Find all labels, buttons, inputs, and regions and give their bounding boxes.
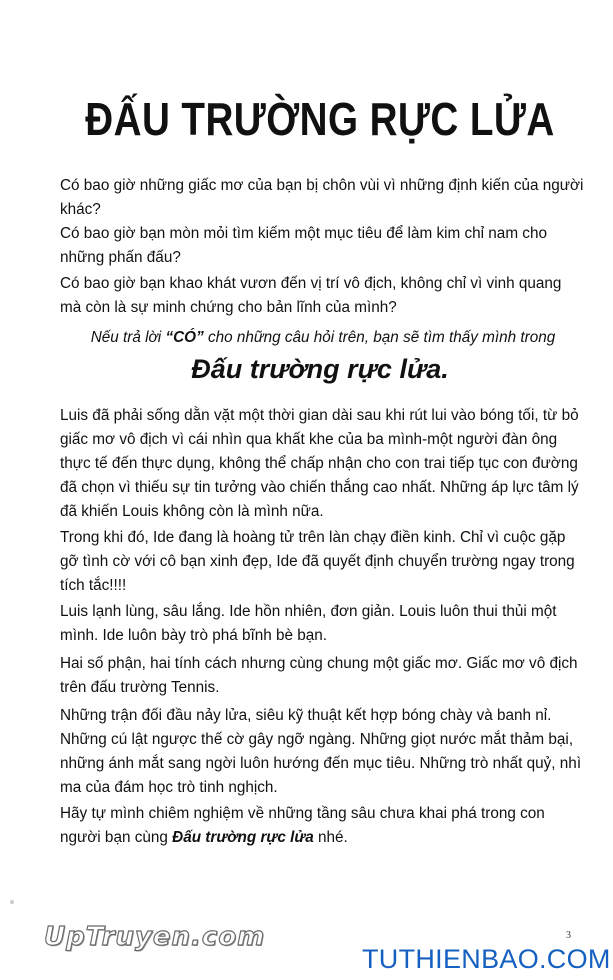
closing-emphasis: Đấu trường rực lửa — [172, 829, 314, 846]
question-2: Có bao giờ bạn mòn mỏi tìm kiếm một mục tiêu để làm kim chỉ nam cho những phấn đấu? — [60, 225, 547, 266]
page-title: ĐẤU TRƯỜNG RỰC LỬA — [85, 93, 555, 145]
question-3: Có bao giờ bạn khao khát vươn đến vị trí vô địch, không chỉ vì vinh quang mà còn là sự minh chứng cho bản lĩnh của mình? — [60, 275, 562, 316]
scan-dot — [10, 900, 14, 904]
closing-before: Hãy tự mình chiêm nghiệm về những tầng sâu chưa khai phá trong con người bạn cùng — [60, 805, 545, 846]
closing-paragraph — [60, 802, 586, 850]
body-paragraph: Luis lạnh lùng, sâu lắng. Ide hồn nhiên, đơn giản. Louis luôn thui thủi một mình. Ide luôn bày trò phá bĩnh bè bạn. — [60, 603, 557, 644]
question-1: Có bao giờ những giấc mơ của bạn bị chôn vùi vì những định kiến của người khác? — [60, 177, 584, 218]
body-paragraph: Luis đã phải sống dằn vặt một thời gian dài sau khi rút lui vào bóng tối, từ bỏ giấc mơ vô địch vì cái nhìn qua khất khe của ba mình-một người đàn ông thực tế đến thực dụng, không thể chấp nhận cho con trai tiếp tục con đường đã chọn vì thiếu sự tin tưởng vào chiến thắng cao nhất. Những áp lực tâm lý đã khiến Louis không còn là mình nữa. — [60, 407, 579, 520]
page-number: 3 — [566, 930, 571, 941]
intro-emphasis: “CÓ” — [165, 329, 204, 346]
watermark-uptruyen: UpTruyen.com — [44, 922, 266, 952]
body-paragraph: Những trận đối đầu nảy lửa, siêu kỹ thuật kết hợp bóng chày và banh nỉ. Những cú lật ngược thế cờ gây ngỡ ngàng. Những giọt nước mắt thảm bại, những ánh mắt sang ngời luôn hướng đến mục tiêu. Những trò nhất quỷ, nhì ma của đám học trò tinh nghịch. — [60, 707, 582, 796]
book-subtitle: Đấu trường rực lửa. — [191, 354, 449, 384]
intro-after: cho những câu hỏi trên, bạn sẽ tìm thấy mình trong — [203, 329, 556, 346]
body-paragraph: Hai số phận, hai tính cách nhưng cùng chung một giấc mơ. Giấc mơ vô địch trên đấu trường Tennis. — [60, 655, 578, 696]
watermark-tuthienbao: TUTHIENBAO.COM — [362, 944, 611, 974]
body-paragraph: Trong khi đó, Ide đang là hoàng tử trên làn chạy điền kinh. Chỉ vì cuộc gặp gỡ tình cờ với cô bạn xinh đẹp, Ide đã quyết định chuyển trường ngay trong tích tắc!!!! — [60, 529, 575, 594]
intro-line — [60, 326, 586, 350]
closing-after: nhé. — [313, 829, 348, 846]
intro-before: Nếu trả lời — [90, 329, 166, 346]
